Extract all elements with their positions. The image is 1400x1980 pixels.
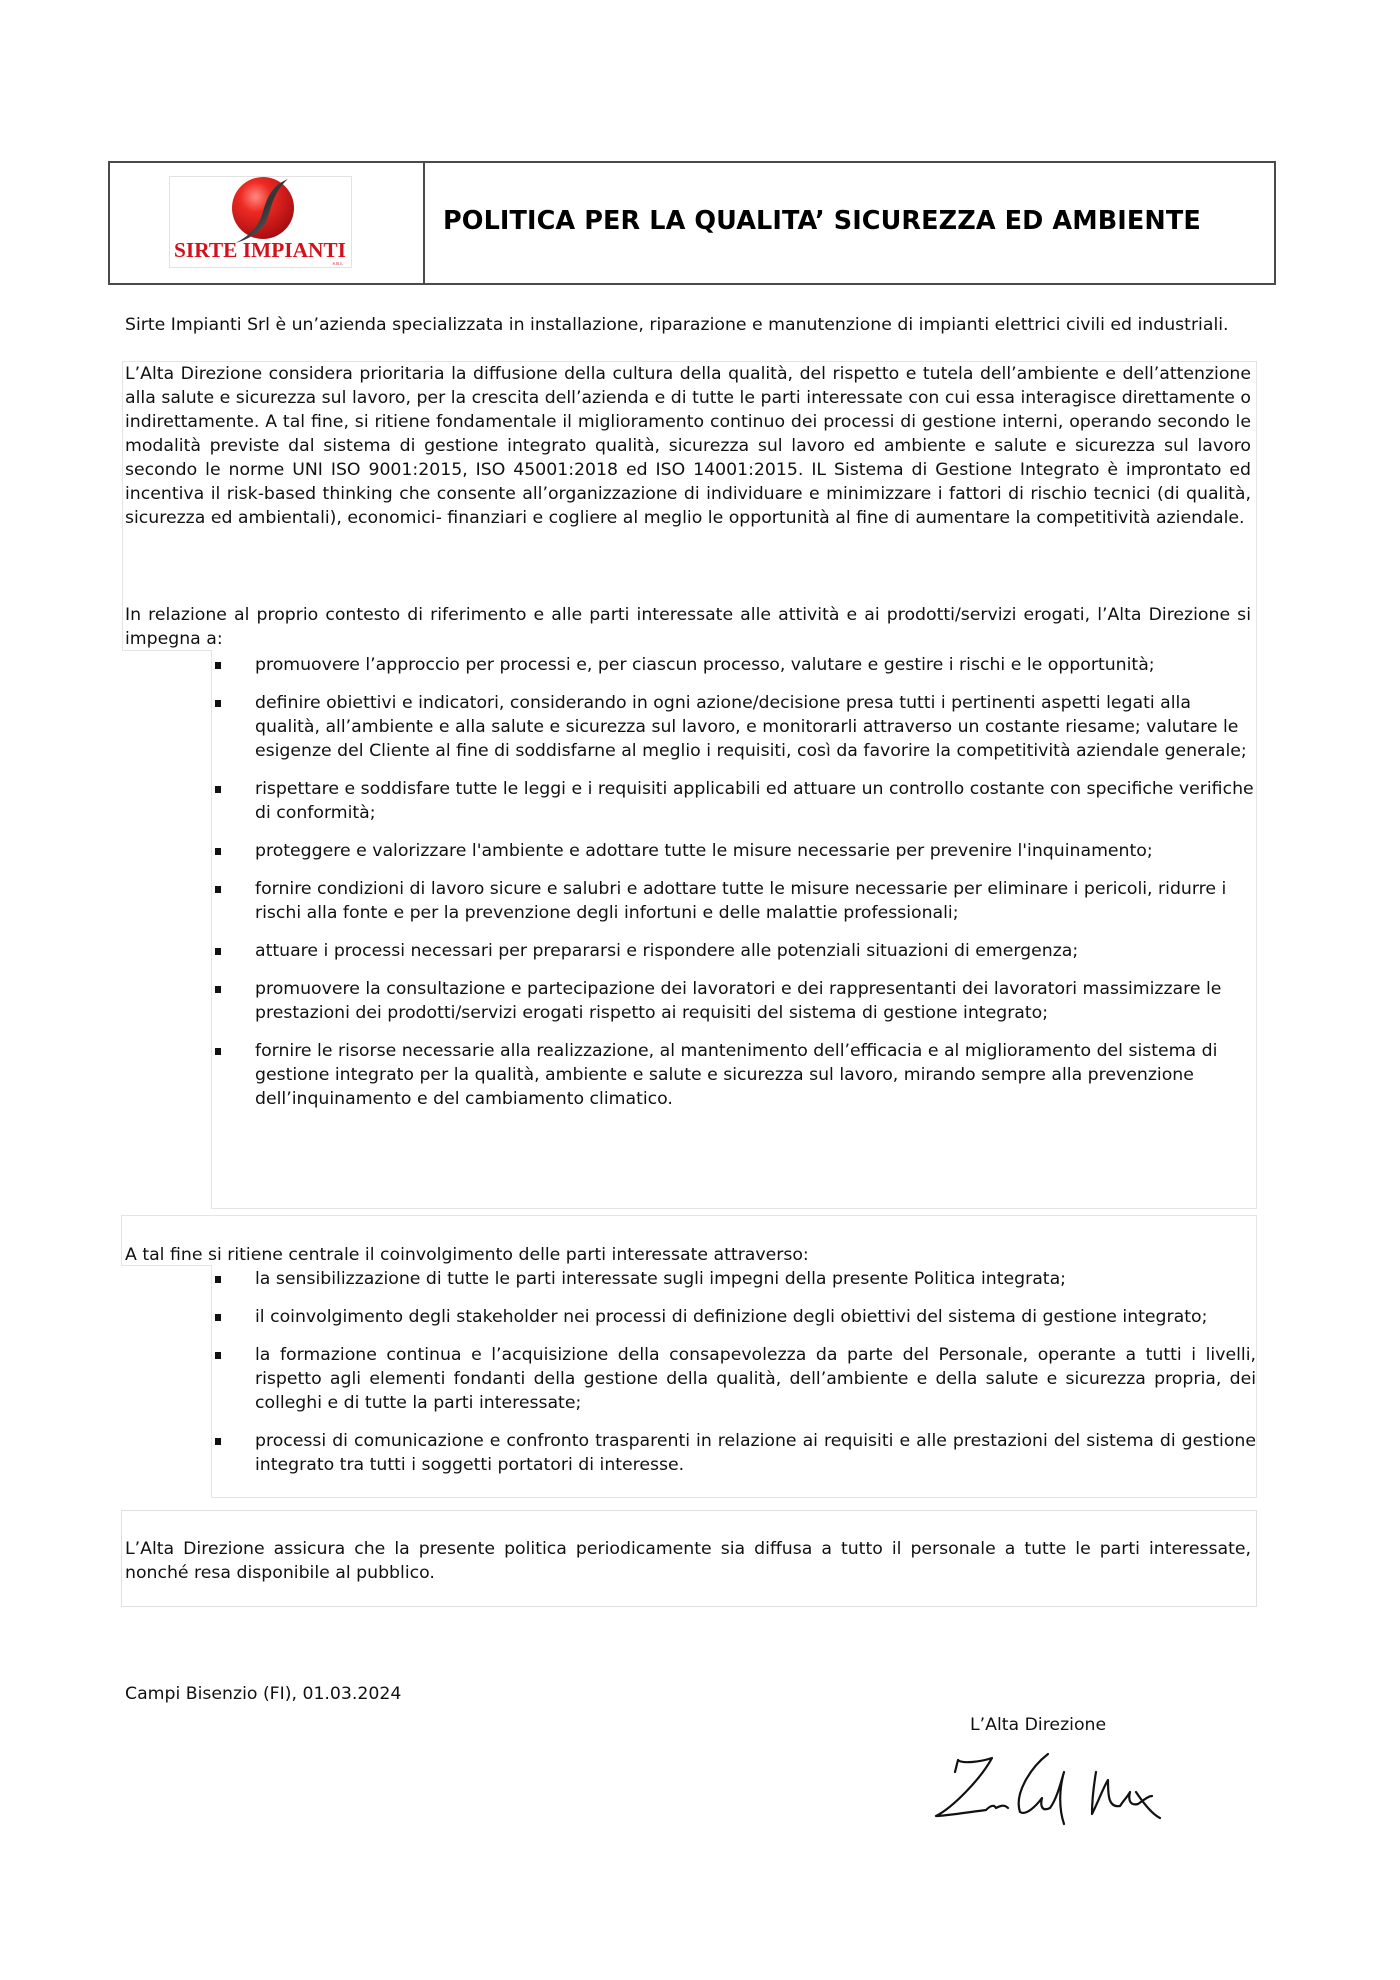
involvement-intro: A tal fine si ritiene centrale il coinvolgimento delle parti interessate attraverso: <box>125 1245 809 1265</box>
list-item: il coinvolgimento degli stakeholder nei processi di definizione degli obiettivi del sistema di gestione integrato; <box>211 1305 1256 1329</box>
square-bullet-icon <box>215 1352 221 1359</box>
signature-stroke <box>936 1758 1008 1816</box>
square-bullet-icon <box>215 886 221 893</box>
list-item: fornire condizioni di lavoro sicure e salubri e adottare tutte le misure necessarie per eliminare i pericoli, ridurre i rischi alla fonte e per la prevenzione degli infortuni e delle malattie professionali; <box>211 877 1256 925</box>
list-item: promuovere la consultazione e partecipazione dei lavoratori e dei rappresentanti dei lavoratori massimizzare le prestazioni dei prodotti/servizi erogati rispetto ai requisiti del sistema di gestione integrato; <box>211 977 1256 1025</box>
list-item: la formazione continua e l’acquisizione della consapevolezza da parte del Personale, operante a tutti i livelli, rispetto agli elementi fondanti della gestione della qualità, dell’ambiente e della salute e sicurezza propria, dei colleghi e di tutte la parti interessate; <box>211 1343 1256 1415</box>
intro-paragraph: Sirte Impianti Srl è un’azienda specializzata in installazione, riparazione e manutenzione di impianti elettrici civili ed industriali. <box>125 315 1229 335</box>
square-bullet-icon <box>215 1048 221 1055</box>
square-bullet-icon <box>215 662 221 669</box>
signature-stroke <box>1092 1772 1160 1818</box>
page-title: POLITICA PER LA QUALITA’ SICUREZZA ED AMBIENTE <box>443 206 1201 236</box>
commitments-intro: In relazione al proprio contesto di riferimento e alle parti interessate alle attività e ai prodotti/servizi erogati, l’Alta Direzione si impegna a: <box>125 605 1251 649</box>
closing-paragraph: L’Alta Direzione assicura che la presente politica periodicamente sia diffusa a tutto il personale a tutte le parti interessate, nonché resa disponibile al pubblico. <box>125 1539 1251 1583</box>
square-bullet-icon <box>215 948 221 955</box>
square-bullet-icon <box>215 786 221 793</box>
signatory-label: L’Alta Direzione <box>970 1715 1107 1735</box>
list-item: la sensibilizzazione di tutte le parti interessate sugli impegni della presente Politica integrata; <box>211 1267 1256 1291</box>
list-item: attuare i processi necessari per prepararsi e rispondere alle potenziali situazioni di emergenza; <box>211 939 1256 963</box>
logo-wordmark: SIRTE IMPIANTI <box>174 238 346 262</box>
commitments-list <box>211 653 1256 1125</box>
square-bullet-icon <box>215 986 221 993</box>
signature-stroke <box>1019 1754 1064 1824</box>
list-item: promuovere l’approccio per processi e, per ciascun processo, valutare e gestire i rischi e le opportunità; <box>211 653 1256 677</box>
policy-paragraph: L’Alta Direzione considera prioritaria la diffusione della cultura della qualità, del rispetto e tutela dell’ambiente e dell’attenzione alla salute e sicurezza sul lavoro, per la crescita dell’azienda e di tutte le parti interessate con cui essa interagisce direttamente o indirettamente. A tal fine, si ritiene fondamentale il miglioramento continuo dei processi di gestione interni, operando secondo le modalità previste dal sistema di gestione integrato qualità, sicurezza sul lavoro ed ambiente e salute e sicurezza sul lavoro secondo le norme UNI ISO 9001:2015, ISO 45001:2018 ed ISO 14001:2015. IL Sistema di Gestione Integrato è improntato ed incentiva il risk-based thinking che consente all’organizzazione di individuare e minimizzare i fattori di rischio tecnici (di qualità, sicurezza ed ambientali), economici- finanziari e cogliere al meglio le opportunità al fine di aumentare la competitività aziendale. <box>125 364 1251 528</box>
signature <box>930 1750 1180 1830</box>
square-bullet-icon <box>215 700 221 707</box>
square-bullet-icon <box>215 1314 221 1321</box>
square-bullet-icon <box>215 1276 221 1283</box>
involvement-list <box>211 1267 1256 1491</box>
list-item: processi di comunicazione e confronto trasparenti in relazione ai requisiti e alle prestazioni del sistema di gestione integrato tra tutti i soggetti portatori di interesse. <box>211 1429 1256 1477</box>
list-item: rispettare e soddisfare tutte le leggi e i requisiti applicabili ed attuare un controllo costante con specifiche verifiche di conformità; <box>211 777 1256 825</box>
square-bullet-icon <box>215 1438 221 1445</box>
logo-suffix: S.R.L <box>332 261 343 266</box>
list-item: definire obiettivi e indicatori, considerando in ogni azione/decisione presa tutti i pertinenti aspetti legati alla qualità, all’ambiente e alla salute e sicurezza sul lavoro, e monitorarli attraverso un costante riesame; valutare le esigenze del Cliente al fine di soddisfarne al meglio i requisiti, così da favorire la competitività aziendale generale; <box>211 691 1256 763</box>
list-item: proteggere e valorizzare l'ambiente e adottare tutte le misure necessarie per prevenire l'inquinamento; <box>211 839 1256 863</box>
list-item: fornire le risorse necessarie alla realizzazione, al mantenimento dell’efficacia e al miglioramento del sistema di gestione integrato per la qualità, ambiente e salute e sicurezza sul lavoro, mirando sempre alla prevenzione dell’inquinamento e del cambiamento climatico. <box>211 1039 1256 1111</box>
place-date: Campi Bisenzio (FI), 01.03.2024 <box>125 1684 402 1704</box>
square-bullet-icon <box>215 848 221 855</box>
